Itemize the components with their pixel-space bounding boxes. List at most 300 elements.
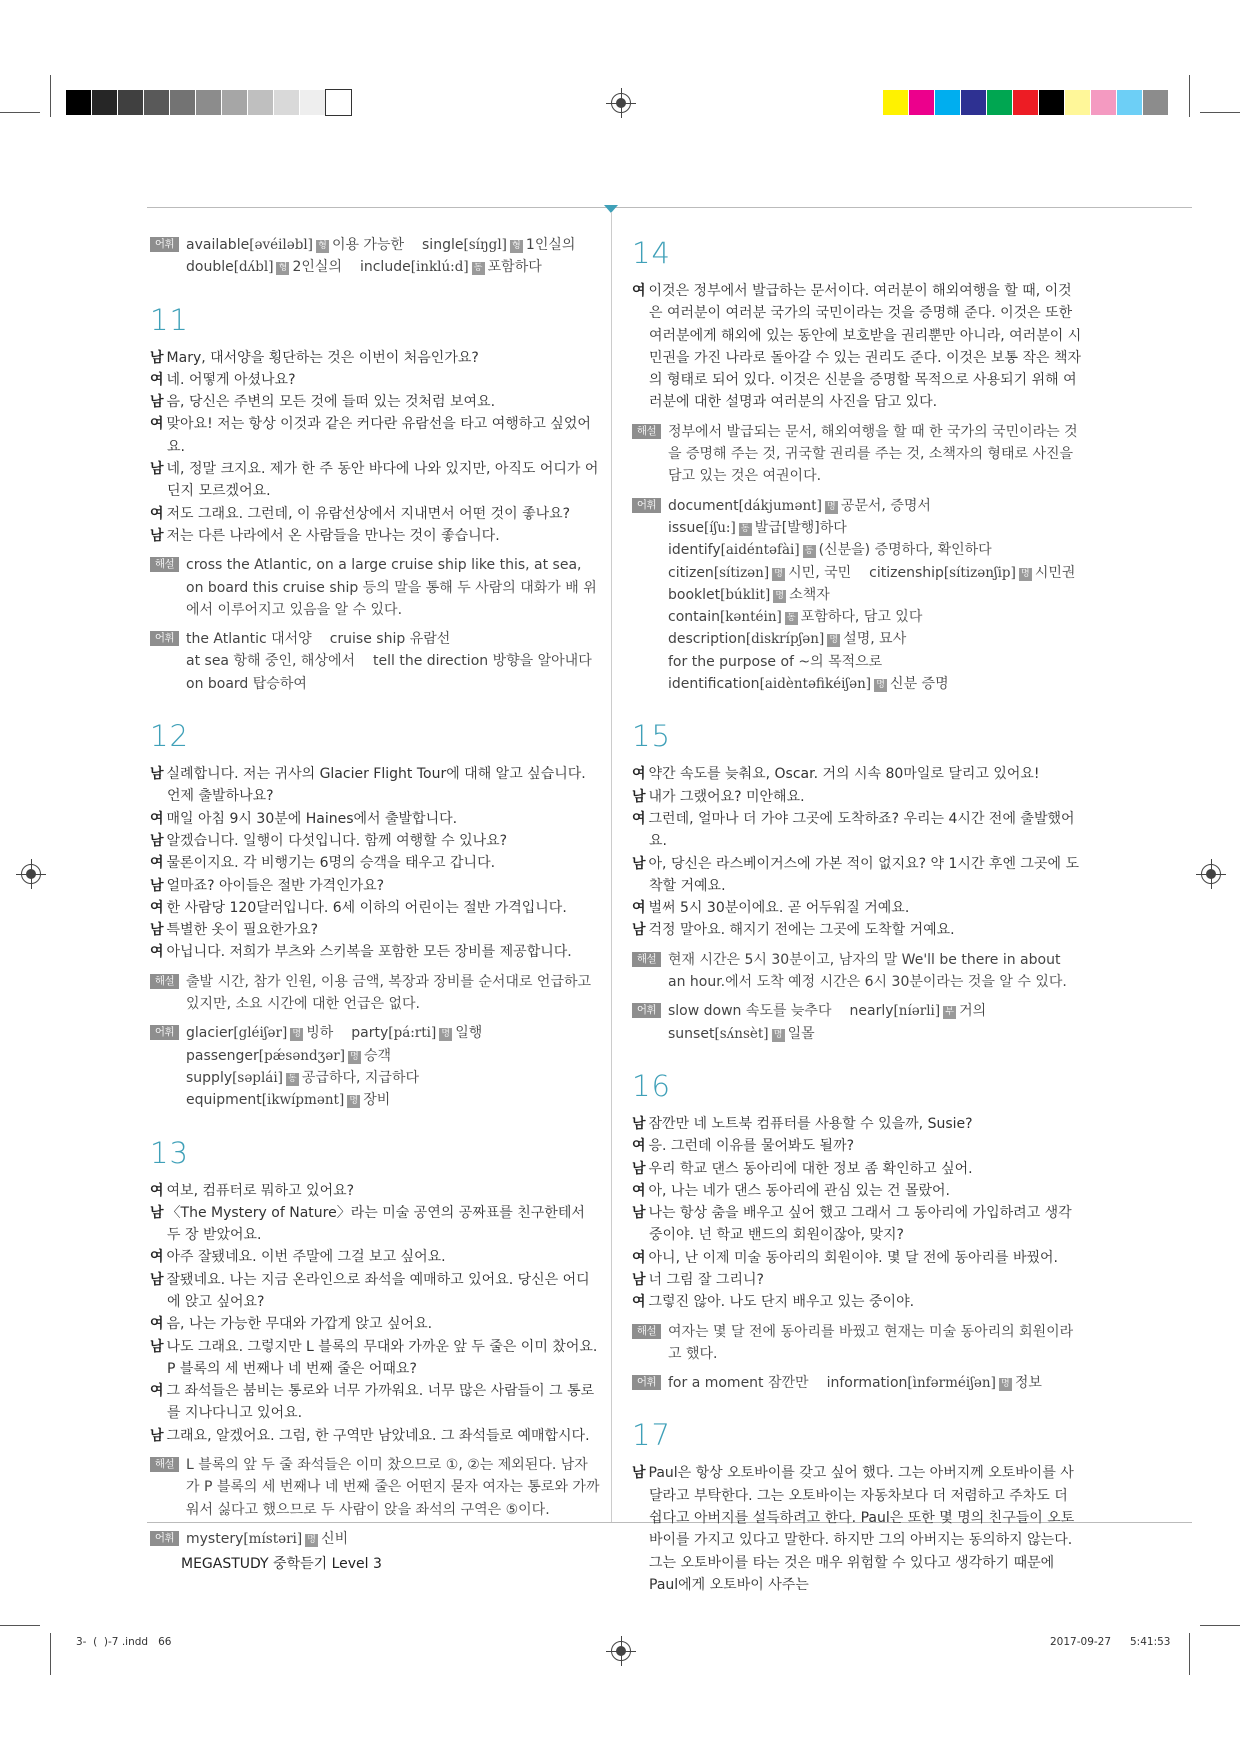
vocab-word: include [359,259,411,276]
vocab-phonetic: [sʌ́nsèt] [714,1025,769,1042]
vocab-item [668,631,906,647]
dialogue-text: 알겠습니다. 일행이 다섯입니다. 함께 여행할 수 있나요? [166,832,508,849]
crop-mark [1189,75,1190,117]
question-number: 15 [632,719,671,754]
color-swatch [274,90,299,115]
vocab-meaning: 방향을 알아내다 [492,653,592,670]
dialogue-text: 그렇진 않아. 나도 단지 배우고 있는 중이야. [648,1294,915,1311]
vocab-word: single [422,237,464,253]
dialogue-line [632,1202,1082,1247]
dialogue-line [632,1113,1082,1135]
dialogue-text: 여보, 컴퓨터로 뭐하고 있어요? [166,1182,355,1199]
color-swatch [144,90,169,115]
vocab-item [186,1070,419,1086]
vocab-block [150,1528,600,1550]
part-of-speech-badge: 부 [943,1006,956,1019]
color-swatch [1039,90,1064,115]
vocab-phonetic: [místəri] [243,1530,303,1547]
vocab-meaning: 공급하다, 지급하다 [301,1069,419,1086]
speaker-label: 남 [150,1338,164,1355]
crop-mark [50,75,51,117]
vocab-item [668,654,882,670]
part-of-speech-badge: 명 [874,679,887,692]
speaker-label: 남 [150,832,164,849]
part-of-speech-badge: 명 [348,1051,361,1064]
vocab-word: identify [668,542,721,559]
dialogue-text: 잠깐만 네 노트북 컴퓨터를 사용할 수 있을까, Susie? [648,1115,973,1132]
vocab-row [186,673,600,695]
column-divider [611,212,612,1522]
vocab-word: sunset [668,1025,715,1042]
vocab-word: cruise ship [329,631,406,648]
dialogue-line [632,280,1082,414]
dialogue-line [150,852,600,874]
vocab-word: citizenship [869,564,944,581]
dialogue-line [150,347,600,369]
vocab-word: tell the direction [373,653,489,670]
dialogue-text: 네, 정말 크지요. 제가 한 주 동안 바다에 나와 있지만, 아직도 어디가 어딘지 모르겠어요. [166,461,599,500]
color-swatch [1117,90,1142,115]
vocab-meaning: 빙하 [306,1025,334,1042]
dialogue-text: 그 좌석들은 붐비는 통로와 너무 가까워요. 너무 많은 사람들이 그 통로를 지나다니고 있어요. [166,1383,595,1422]
vocab-row [186,1022,600,1044]
vocab-word: nearly [849,1003,894,1020]
vocab-tag: 어휘 [150,1025,179,1040]
speaker-label: 여 [150,416,164,433]
part-of-speech-badge: 명 [290,1028,303,1041]
registration-mark-icon [21,864,41,884]
color-swatch [1013,90,1038,115]
vocab-word: description [668,631,746,648]
vocab-row [668,562,1082,584]
dialogue-line [632,1269,1082,1291]
vocab-phonetic: [pǽsəndʒər] [258,1047,345,1064]
color-swatch [118,90,143,115]
vocab-meaning: 신분 증명 [890,676,949,693]
dialogue-text: 아니, 난 이제 미술 동아리의 회원이야. 몇 달 전에 동아리를 바꿨어. [648,1249,1059,1266]
crop-mark [0,1625,40,1626]
dialogue-text: 실례합니다. 저는 귀사의 Glacier Flight Tour에 대해 알고 싶습니다. 언제 출발하나요? [166,766,586,805]
vocab-word: citizen [668,564,714,581]
vocab-meaning: 일몰 [787,1025,815,1042]
vocab-phonetic: [níərli] [893,1003,941,1020]
vocab-phonetic: [əvéiləbl] [249,237,313,253]
vocab-item [186,1531,348,1547]
vocab-block [150,1022,600,1111]
dialogue-text: 걱정 말아요. 해지기 전에는 그곳에 도착할 거예요. [648,922,955,939]
vocab-meaning: 설명, 묘사 [843,631,907,648]
part-of-speech-badge: 동 [803,545,816,558]
dialogue-line [150,525,600,547]
speaker-label: 남 [632,855,646,872]
vocab-meaning: 항해 중인, 해상에서 [233,653,356,670]
dialogue-line [150,808,600,830]
speaker-label: 여 [150,944,164,961]
color-swatch [66,90,91,115]
registration-mark-icon [1201,864,1221,884]
vocab-item [668,609,922,625]
vocab-phonetic: [sítizən] [713,564,770,581]
speaker-label: 여 [150,899,164,916]
explanation: 해설 정부에서 발급되는 문서, 해외여행을 할 때 한 국가의 국민이라는 것을 증명해 주는 것, 귀국할 권리를 주는 것, 소책자의 형태로 사진을 담고 있는 것은 여권이다. [632,421,1082,488]
explanation-tag: 해설 [632,952,661,967]
vocab-meaning: 속도를 늦추다 [745,1003,832,1020]
explanation-tag: 해설 [150,557,179,572]
dialogue-text: 잘됐네요. 나는 지금 온라인으로 좌석을 예매하고 있어요. 당신은 어디에 앉고 싶어요? [166,1271,590,1310]
part-of-speech-badge: 형 [316,240,329,253]
dialogue-text: 특별한 옷이 필요한가요? [166,922,319,939]
vocab-word: for the purpose of [668,653,794,670]
vocab-phonetic: [aidèntəfikéiʃən] [759,676,872,693]
vocab-block [632,495,1082,696]
vocab-row [186,628,600,650]
speaker-label: 남 [632,1271,646,1288]
vocab-row [668,1000,1082,1022]
vocab-row [186,1045,600,1067]
dialogue-line [150,369,600,391]
explanation: 해설 현재 시간은 5시 30분이고, 남자의 말 We'll be there in about an hour.에서 도착 예정 시간은 6시 30분이라는 것을 알 수 있다. [632,949,1082,994]
vocab-phonetic: [diskrípʃən] [745,631,825,648]
monologue [632,280,1082,414]
dialogue-line [150,1425,600,1447]
vocab-meaning: 공문서, 증명서 [840,497,931,514]
question-number: 11 [150,302,189,337]
question-number: 16 [632,1068,671,1103]
dialogue-text: 아닙니다. 저희가 부츠와 스키복을 포함한 모든 장비를 제공합니다. [166,944,572,961]
speaker-label: 여 [150,855,164,872]
part-of-speech-badge: 명 [772,1029,785,1042]
question-number: 14 [632,236,671,270]
vocab-item [668,587,830,603]
speaker-label: 남 [150,922,164,939]
dialogue-text: 그래요, 알겠어요. 그럼, 한 구역만 남았네요. 그 좌석들로 예매합시다. [166,1427,590,1444]
dialogue-text: 저도 그래요. 그런데, 이 유람선상에서 지내면서 어떤 것이 좋나요? [166,505,571,522]
vocab-row [186,650,600,672]
vocab-meaning: 거의 [959,1003,987,1020]
vocab-block-top [150,234,600,279]
vocab-word: double [186,259,234,276]
dialogue-line [632,1180,1082,1202]
vocab-word: on board [186,675,249,692]
vocab-meaning: 유람선 [409,631,451,648]
vocab-word: for a moment [668,1375,764,1392]
vocab-item [668,542,992,558]
speaker-label: 여 [632,1138,646,1155]
speaker-label: 여 [632,1182,646,1199]
vocab-item [186,676,307,692]
dialogue-text: 물론이지요. 각 비행기는 6명의 승객을 태우고 갑니다. [166,855,496,872]
part-of-speech-badge: 명 [827,634,840,647]
vocab-phonetic: [kəntéin] [719,609,782,626]
explanation-tag: 해설 [632,1324,661,1339]
vocab-word: glacier [186,1025,234,1042]
color-swatch [961,90,986,115]
explanation: 해설 cross the Atlantic, on a large cruise ship like this, at sea, on board this cruise ship 등의 말을 통해 두 사람의 대화가 배 위에서 이루어지고 있음을 알 수 있다. [150,554,600,621]
vocab-meaning: 이용 가능한 [331,237,405,253]
speaker-label: 남 [150,1427,164,1444]
part-of-speech-badge: 동 [785,612,798,625]
vocab-phonetic: [dʌ́bl] [233,259,274,276]
vocab-item [351,1025,482,1041]
dialogue [150,1180,600,1448]
dialogue-line [150,941,600,963]
vocab-row [186,1067,600,1089]
vocab-meaning: 2인실의 [292,259,342,276]
speaker-label: 여 [632,283,646,299]
vocab-row [186,1089,600,1111]
slug-time: 5:41:53 [1130,1636,1171,1648]
vocab-item [373,653,592,669]
dialogue-line [632,853,1082,898]
dialogue-line [150,503,600,525]
vocab-item [360,259,542,275]
vocab-item [827,1375,1042,1391]
explanation: 해설 출발 시간, 참가 인원, 이용 금액, 복장과 장비를 순서대로 언급하고 있지만, 소요 시간에 대한 언급은 없다. [150,971,600,1016]
part-of-speech-badge: 형 [276,262,289,275]
dialogue-line [150,1336,600,1381]
explanation-tag: 해설 [150,1457,179,1472]
vocab-meaning: 일행 [455,1025,483,1042]
dialogue-text: 약간 속도를 늦춰요, Oscar. 거의 시속 80마일로 달리고 있어요! [648,766,1040,783]
vocab-meaning: 시민, 국민 [788,564,852,581]
vocab-tag: 어휘 [150,237,179,252]
vocab-word: supply [186,1069,233,1086]
color-swatch [935,90,960,115]
part-of-speech-badge: 동 [739,523,752,536]
vocab-tag: 어휘 [632,1375,661,1390]
dialogue-line [150,919,600,941]
speaker-label: 여 [150,1249,164,1266]
color-swatch [1091,90,1116,115]
dialogue-text: 아, 당신은 라스베이거스에 가본 적이 없지요? 약 1시간 후엔 그곳에 도착할 거예요. [648,855,1079,894]
vocab-meaning: 포함하다 [487,259,542,276]
part-of-speech-badge: 명 [347,1095,360,1108]
vocab-phonetic: [səplái] [232,1069,283,1086]
explanation: 해설 여자는 몇 달 전에 동아리를 바꿨고 현재는 미술 동아리의 회원이라고 했다. [632,1321,1082,1366]
explanation: 해설 L 블록의 앞 두 줄 좌석들은 이미 찼으므로 ①, ②는 제외된다. 남자가 P 블록의 세 번째나 네 번째 줄은 어떤지 묻자 여자는 통로와 가까워서 싫다고 했으므로 두 사람이 앉을 좌석의 구역은 ⑤이다. [150,1454,600,1521]
vocab-meaning: 승객 [363,1047,392,1064]
dialogue-line [150,1246,600,1268]
dialogue-line [150,830,600,852]
vocab-item [668,1375,809,1391]
vocab-phonetic: [síŋgl] [463,237,507,253]
vocab-item [869,565,1075,581]
vocab-word: party [351,1025,389,1042]
vocab-item [668,520,847,536]
vocab-item [186,1025,333,1041]
speaker-label: 남 [150,461,164,478]
vocab-phonetic: [dákjumənt] [738,497,822,514]
vocab-meaning: 정보 [1014,1375,1042,1392]
registration-mark-icon [611,1641,631,1661]
vocab-meaning: 탑승하여 [252,675,307,692]
vocab-item [186,653,355,669]
speaker-label: 남 [150,1271,164,1288]
vocab-word: information [826,1375,908,1392]
speaker-label: 여 [150,371,164,388]
dialogue-line [632,1158,1082,1180]
part-of-speech-badge: 명 [305,1534,318,1547]
crop-mark [0,112,40,113]
speaker-label: 남 [632,788,646,805]
speaker-label: 여 [150,1182,164,1199]
speaker-label: 남 [150,766,164,783]
question-number: 17 [632,1418,671,1453]
dialogue-text: 아, 나는 네가 댄스 동아리에 관심 있는 건 몰랐어. [648,1182,950,1199]
dialogue-text: 나도 그래요. 그렇지만 L 블록의 무대와 가까운 앞 두 줄은 이미 찼어요. P 블록의 세 번째나 네 번째 줄은 어때요? [166,1338,598,1377]
crop-mark [1200,112,1240,113]
vocab-word: the Atlantic [186,631,267,648]
speaker-label: 여 [632,810,646,827]
vocab-word: at sea [186,653,230,670]
color-swatch [222,90,247,115]
vocab-item [668,1003,832,1019]
vocab-word: identification [668,676,760,693]
speaker-label: 남 [632,1160,646,1177]
part-of-speech-badge: 명 [772,568,785,581]
color-swatch [196,90,221,115]
dialogue-line [632,1462,1082,1596]
right-column [632,238,1082,1596]
dialogue-line [150,875,600,897]
dialogue-line [150,897,600,919]
vocab-meaning: ~의 목적으로 [798,653,883,670]
dialogue-line [150,413,600,458]
vocab-block [632,1372,1082,1394]
dialogue-line [150,1269,600,1314]
vocab-item [186,1048,391,1064]
vocab-block [150,628,600,695]
vocab-meaning: 잠깐만 [768,1375,809,1392]
dialogue-line [632,763,1082,785]
vocab-meaning: 1인실의 [525,237,576,253]
vocab-meaning: 포함하다, 담고 있다 [800,609,923,626]
speaker-label: 남 [150,349,164,366]
dialogue-line [632,1247,1082,1269]
dialogue-line [632,919,1082,941]
dialogue [150,347,600,548]
dialogue [632,1113,1082,1314]
vocab-row [668,584,1082,629]
dialogue [632,763,1082,941]
vocab-meaning: 발급[발행]하다 [754,519,847,536]
vocab-word: available [186,237,250,253]
vocab-item [668,1026,815,1042]
dialogue-text: 내가 그랬어요? 미안해요. [648,788,805,805]
dialogue-line [632,786,1082,808]
dialogue-text: 너 그림 잘 그리니? [648,1271,764,1288]
color-swatch [909,90,934,115]
vocab-tag: 어휘 [632,498,661,513]
vocab-word: passenger [186,1047,259,1064]
crop-mark [1189,1633,1190,1675]
dialogue-text: 네. 어떻게 아셨나요? [166,371,296,388]
speaker-label: 남 [150,1204,164,1221]
dialogue-text: Mary, 대서양을 횡단하는 것은 이번이 처음인가요? [166,349,479,366]
vocab-meaning: 장비 [363,1092,391,1109]
dialogue-text: 벌써 5시 30분이에요. 곧 어두워질 거예요. [648,900,910,917]
color-swatch [883,90,908,115]
color-swatch [326,90,351,115]
dialogue-text: Paul은 항상 오토바이를 갖고 싶어 했다. 그는 아버지께 오토바이를 사달라고 부탁한다. 그는 오토바이는 자동차보다 더 저렴하고 주차도 더 쉽다고 아버지를 설득하려고 한다. Paul은 또한 몇 명의 친구들이 오토바이를 가지고 있다고 말한다. 하지만 그의 아버지는 동의하지 않는다. 그는 오토바이를 타는 것은 매우 위험할 수 있다고 생각하기 때문에 Paul에게 오토바이 사주는 [648,1465,1075,1593]
vocab-item [668,676,949,692]
vocab-phonetic: [íʃu:] [703,519,736,536]
slug-filename: 3- ( )-7 .indd 66 [76,1636,172,1648]
speaker-label: 여 [632,1249,646,1266]
vocab-phonetic: [sítizənʃip] [943,564,1016,581]
vocab-item [668,498,931,514]
vocab-row [668,651,1082,673]
vocab-meaning: (신분을) 증명하다, 확인하다 [818,542,992,559]
vocab-word: mystery [186,1530,244,1547]
vocab-meaning: 신비 [321,1530,349,1547]
dialogue-text: 음, 나는 가능한 무대와 가깝게 앉고 싶어요. [166,1316,433,1333]
vocab-row [186,256,600,278]
dialogue-line [150,391,600,413]
vocab-word: slow down [668,1003,742,1020]
speaker-label: 여 [150,505,164,522]
vocab-tag: 어휘 [150,631,179,646]
speaker-label: 여 [150,810,164,827]
dialogue-line [632,897,1082,919]
dialogue-text: 이것은 정부에서 발급하는 문서이다. 여러분이 해외여행을 할 때, 이것은 여러분이 여러분 국가의 국민이라는 것을 증명해 준다. 이것은 또한 여러분에게 해외에 있는 동안에 보호받을 권리뿐만 아니라, 여러분이 시민권을 가진 나라로 돌아갈 수 있는 권리도 준다. 이것은 보통 작은 책자의 형태로 되어 있다. 이것은 신분을 증명할 목적으로 사용되기 위해 여러분에 대한 설명과 여러분의 사진을 담고 있다. [648,283,1082,411]
dialogue-text: 〈The Mystery of Nature〉라는 미술 공연의 공짜표를 친구한테서 두 장 받았어요. [166,1204,585,1244]
speaker-label: 여 [150,1383,164,1400]
vocab-phonetic: [búklit] [720,586,771,603]
vocab-word: contain [668,609,720,626]
vocab-item [186,259,342,275]
dialogue-line [150,763,600,808]
vocab-item [186,237,404,253]
dialogue-line [150,458,600,503]
crop-mark [1200,1625,1240,1626]
speaker-label: 남 [150,527,164,544]
question-number: 13 [150,1135,189,1170]
vocab-row [668,1023,1082,1045]
vocab-item [422,237,575,253]
vocab-word: issue [668,519,704,536]
color-swatch [92,90,117,115]
dialogue-line [150,1380,600,1425]
crop-mark [50,1633,51,1675]
dialogue-text: 아주 잘됐네요. 이번 주말에 그걸 보고 싶어요. [166,1249,446,1266]
speaker-label: 여 [150,1316,164,1333]
vocab-word: booklet [668,586,721,603]
vocab-item [850,1003,987,1019]
vocab-phonetic: [ikwípmənt] [261,1092,345,1109]
dialogue-text: 얼마죠? 아이들은 절반 가격인가요? [166,877,385,894]
dialogue-line [632,808,1082,853]
vocab-meaning: 시민권 [1034,564,1076,581]
speaker-label: 남 [632,1115,646,1132]
page-footer: MEGASTUDY 중학듣기 Level 3 [181,1556,382,1572]
dialogue-text: 한 사람당 120달러입니다. 6세 이하의 어린이는 절반 가격입니다. [166,899,567,916]
vocab-item [330,631,451,647]
part-of-speech-badge: 명 [825,501,838,514]
dialogue-text: 나는 항상 춤을 배우고 싶어 했고 그래서 그 동아리에 가입하려고 생각 중이야. 넌 학교 밴드의 회원이잖아, 맞지? [648,1205,1072,1244]
question-number: 12 [150,719,189,754]
part-of-speech-badge: 동 [286,1073,299,1086]
vocab-item [186,631,312,647]
vocab-row [668,1372,1082,1394]
dialogue [150,763,600,964]
vocab-phonetic: [pá:rti] [388,1025,437,1042]
speaker-label: 여 [632,766,646,783]
vocab-meaning: 대서양 [271,631,312,648]
left-column [150,234,600,1550]
vocab-phonetic: [aidéntəfài] [720,542,800,559]
vocab-row [668,539,1082,561]
